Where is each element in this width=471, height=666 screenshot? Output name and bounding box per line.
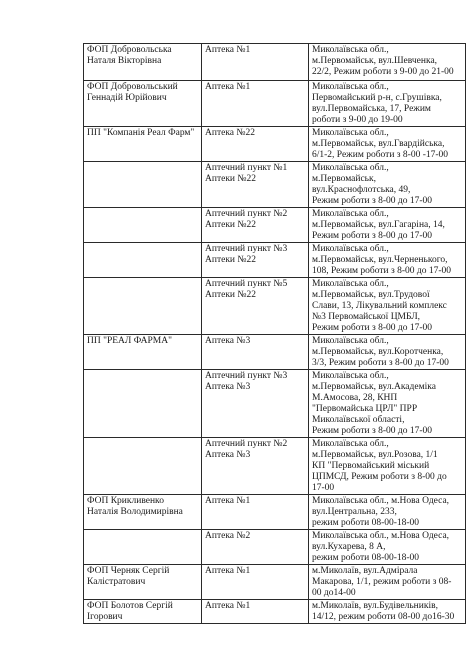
owner-cell (84, 530, 202, 565)
address-cell: Миколаївська обл., м.Первомайськ, вул.Коротченка, 3/3, Режим роботи з 8-00 до 17-00 (309, 335, 466, 370)
table-row (84, 335, 466, 370)
owner-cell (84, 438, 202, 495)
address-cell: Миколаївська обл., м.Первомайськ, вул.Краснофлотська, 49, Режим роботи з 8-00 до 17-00 (309, 162, 466, 208)
table-row (84, 530, 466, 565)
table-row (84, 243, 466, 278)
table-row (84, 370, 466, 438)
address-cell: м.Миколаїв, вул.Будівельників, 14/12, режим роботи 08-00 до16-30 (309, 600, 466, 624)
address-cell: Миколаївська обл., м.Первомайськ, вул.Шевченка, 22/2, Режим роботи з 9-00 до 21-00 (309, 44, 466, 81)
owner-cell (84, 370, 202, 438)
table-row (84, 600, 466, 624)
table-row (84, 495, 466, 530)
address-cell: Миколаївська обл., м.Первомайськ, вул.Гагаріна, 14, Режим роботи з 8-00 до 17-00 (309, 208, 466, 243)
owner-cell: ФОП Болотов Сергій Ігорович (84, 600, 202, 624)
owner-cell: ФОП Добровольська Наталя Вікторівна (84, 44, 202, 81)
pharmacy-cell: Аптека №1 (202, 600, 309, 624)
pharmacy-cell: Аптечний пункт №5 Аптеки №22 (202, 278, 309, 335)
address-cell: Миколаївська обл., м.Первомайськ, вул.Черненького, 108, Режим роботи з 8-00 до 17-00 (309, 243, 466, 278)
address-cell: Миколаївська обл., Первомайський р-н, с.Грушівка, вул.Первомайська, 17, Режим роботи з 9-00 до 19-00 (309, 81, 466, 127)
address-cell: Миколаївська обл., м.Нова Одеса, вул.Центральна, 233, режим роботи 08-00-18-00 (309, 495, 466, 530)
table-row (84, 565, 466, 600)
owner-cell: ФОП Крикливенко Наталія Володимирівна (84, 495, 202, 530)
owner-cell: ПП "Компанія Реал Фарм" (84, 127, 202, 162)
address-cell: Миколаївська обл., м.Первомайськ, вул.Гвардійська, 6/1-2, Режим роботи з 8-00 -17-00 (309, 127, 466, 162)
address-cell: Миколаївська обл., м.Нова Одеса, вул.Кухарева, 8 А, режим роботи 08-00-18-00 (309, 530, 466, 565)
address-cell: Миколаївська обл., м.Первомайськ, вул.Трудової Слави, 13, Лікувальний комплекс №3 Первомайської ЦМБЛ, Режим роботи з 8-00 до 17-00 (309, 278, 466, 335)
pharmacy-cell: Аптечний пункт №3 Аптеки №22 (202, 243, 309, 278)
pharmacy-table (83, 43, 466, 624)
table-row (84, 127, 466, 162)
pharmacy-cell: Аптечний пункт №2 Аптеки №22 (202, 208, 309, 243)
pharmacy-cell: Аптечний пункт №2 Аптека №3 (202, 438, 309, 495)
owner-cell: ПП "РЕАЛ ФАРМА" (84, 335, 202, 370)
owner-cell (84, 208, 202, 243)
table-row (84, 44, 466, 81)
table-row (84, 278, 466, 335)
owner-cell (84, 243, 202, 278)
table-row (84, 438, 466, 495)
owner-cell (84, 278, 202, 335)
table-row (84, 162, 466, 208)
pharmacy-cell: Аптека №1 (202, 565, 309, 600)
pharmacy-cell: Аптека №1 (202, 81, 309, 127)
owner-cell (84, 162, 202, 208)
owner-cell: ФОП Черняк Сергій Калістратович (84, 565, 202, 600)
pharmacy-cell: Аптека №1 (202, 44, 309, 81)
pharmacy-cell: Аптека №22 (202, 127, 309, 162)
address-cell: м.Миколаїв, вул.Адмірала Макарова, 1/1, режим роботи з 08- 00 до14-00 (309, 565, 466, 600)
address-cell: Миколаївська обл., м.Первомайськ, вул.Академіка М.Амосова, 28, КНП "Первомайська ЦРЛ" ПРР Миколаївської області, Режим роботи з 8-00 до 17-00 (309, 370, 466, 438)
pharmacy-cell: Аптечний пункт №1 Аптеки №22 (202, 162, 309, 208)
table-row (84, 208, 466, 243)
table-row (84, 81, 466, 127)
address-cell: Миколаївська обл., м.Первомайськ, вул.Розова, 1/1 КП "Первомайський міський ЦПМСД, Режим роботи з 8-00 до 17-00 (309, 438, 466, 495)
owner-cell: ФОП Добровольський Геннадій Юрійович (84, 81, 202, 127)
pharmacy-cell: Аптечний пункт №3 Аптека №3 (202, 370, 309, 438)
pharmacy-cell: Аптека №2 (202, 530, 309, 565)
pharmacy-cell: Аптека №1 (202, 495, 309, 530)
pharmacy-cell: Аптека №3 (202, 335, 309, 370)
